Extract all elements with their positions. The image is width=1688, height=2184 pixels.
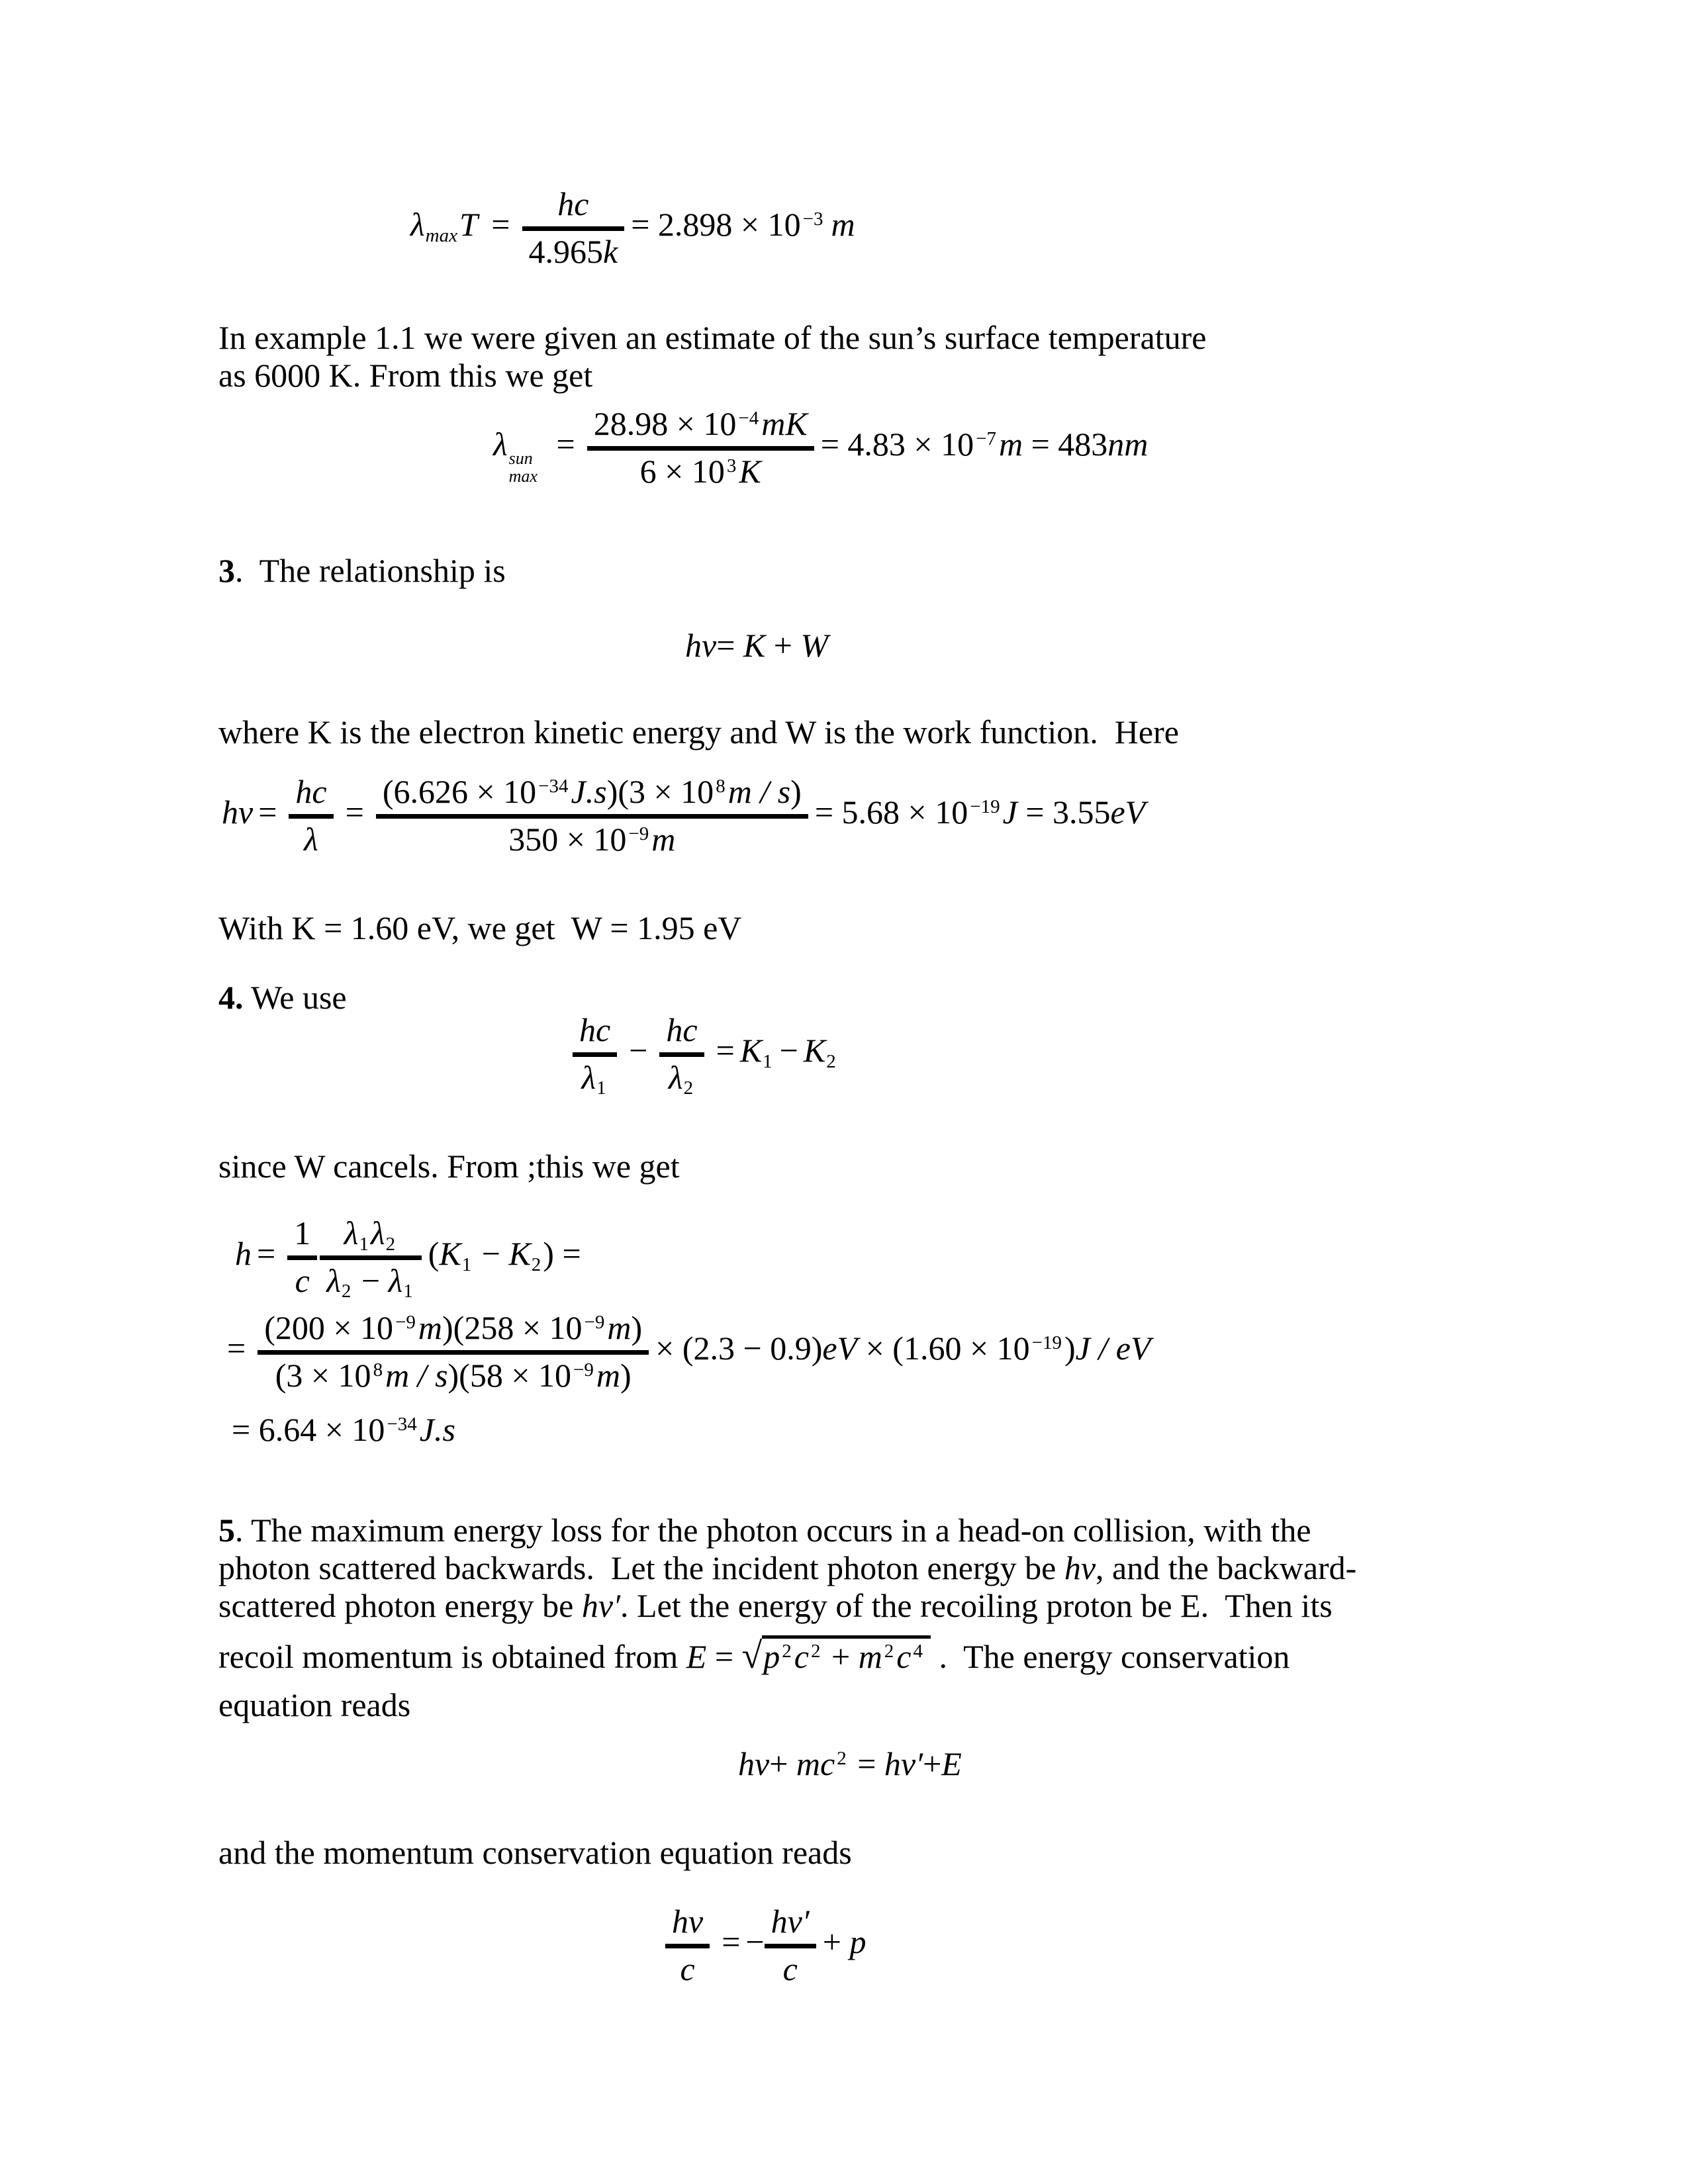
math-token: =: [227, 1329, 246, 1367]
math-token: J.s: [419, 1411, 455, 1448]
denominator: [573, 1052, 617, 1097]
math-token: J / eV: [1075, 1329, 1151, 1367]
math-token: E: [941, 1745, 962, 1782]
math-token: =: [706, 1638, 742, 1675]
fraction: [659, 1011, 704, 1097]
denominator: [659, 1052, 704, 1097]
superscript: −19: [1031, 1332, 1062, 1354]
photon-energy-calculation-equation: [222, 773, 1145, 858]
example-temperature-paragraph: [218, 319, 1206, 394]
wavelength-difference-equation: [566, 1011, 838, 1097]
math-token: 4.965: [528, 232, 603, 270]
math-token: λ: [388, 1261, 403, 1299]
math-token: (3 × 10: [275, 1356, 371, 1394]
sup-sub-stack: [509, 449, 538, 486]
superscript: −7: [976, 428, 996, 450]
planck-constant-expression-equation: [235, 1214, 581, 1300]
math-token: h: [235, 1234, 252, 1272]
wien-displacement-equation: [410, 185, 855, 271]
text-line: [218, 1686, 1356, 1724]
fraction: [665, 1903, 710, 1988]
subscript: 1: [403, 1281, 413, 1302]
math-token: (6.626 × 10: [382, 773, 537, 810]
fraction: [522, 185, 625, 271]
superscript: 8: [716, 776, 726, 797]
math-token: hν: [685, 627, 717, 664]
math-token: p: [849, 1923, 867, 1960]
w-cancels-line: [218, 1147, 680, 1185]
denominator: λ: [289, 814, 333, 859]
fraction: [320, 1214, 422, 1300]
problem-4-heading: [218, 978, 347, 1017]
problem-3-heading: [218, 551, 506, 590]
math-token: λ: [410, 205, 425, 243]
denominator: [522, 226, 625, 271]
math-token: m: [651, 820, 676, 858]
superscript: −3: [802, 208, 823, 230]
radical-sign: √: [741, 1635, 763, 1676]
math-token: λ: [581, 1058, 596, 1096]
denominator: [587, 446, 814, 491]
math-token: =: [716, 1031, 735, 1069]
superscript: 8: [373, 1359, 383, 1381]
work-function-explanation: [218, 713, 1179, 751]
math-token: = 483: [1031, 425, 1108, 463]
numerator: 1: [294, 1214, 311, 1251]
math-token: λ: [326, 1261, 341, 1299]
math-token: λ: [370, 1214, 385, 1251]
fraction: [287, 1214, 317, 1300]
problem-number: 4.: [218, 979, 244, 1016]
superscript: −34: [538, 776, 569, 797]
math-token: J.s: [571, 773, 607, 810]
math-token: T: [459, 205, 478, 243]
superscript: −9: [584, 1312, 605, 1334]
text-run: and the momentum conservation equation reads: [218, 1834, 852, 1871]
text-line: In example 1.1 we were given an estimate of the sun’s surface temperature: [218, 319, 1207, 356]
subscript: 2: [826, 1050, 836, 1072]
math-token: K: [439, 1234, 461, 1272]
math-token: −: [745, 1923, 765, 1960]
problem-number: 5: [218, 1512, 235, 1549]
math-token: )(258 × 10: [442, 1309, 583, 1346]
text-line: [218, 1635, 1356, 1676]
superscript: 2: [782, 1641, 792, 1662]
math-token: =: [849, 1745, 884, 1782]
text-line: where K is the electron kinetic energy and W is the work function. Here: [218, 713, 1179, 751]
math-token: ): [790, 773, 802, 810]
math-token: m: [607, 1309, 632, 1346]
math-token: p: [763, 1638, 780, 1675]
text-run: , and the backward-: [1096, 1549, 1357, 1586]
superscript: sun: [508, 448, 533, 468]
numerator: hc: [579, 1011, 611, 1048]
math-token: × (1.60 × 10: [865, 1329, 1030, 1367]
superscript: −9: [628, 823, 649, 844]
math-token: K: [508, 1234, 531, 1272]
numerator: [376, 773, 808, 814]
denominator: c: [665, 1944, 710, 1989]
math-token: c: [896, 1638, 912, 1675]
math-token: =: [345, 793, 364, 831]
superscript: 2: [837, 1748, 847, 1770]
text-run: . The relationship is: [235, 552, 506, 589]
subscript: 1: [596, 1077, 606, 1099]
text-run: scattered photon energy be: [218, 1587, 582, 1624]
numerator: hν: [672, 1903, 704, 1940]
math-token: hν: [738, 1745, 770, 1782]
math-token: =: [556, 425, 575, 463]
math-token: m / s: [385, 1356, 448, 1394]
numerator: hν′: [771, 1903, 810, 1940]
math-token: × (2.3 − 0.9): [655, 1329, 823, 1367]
numerator: [320, 1214, 422, 1255]
text-line: as 6000 K. From this we get: [218, 357, 593, 394]
math-token: λ: [493, 425, 508, 463]
math-token: m: [998, 425, 1023, 463]
math-token: +: [923, 1745, 942, 1782]
sun-peak-wavelength-equation: [493, 405, 1148, 490]
math-token: 6 × 10: [639, 452, 725, 490]
math-token: λ: [344, 1214, 359, 1251]
math-token: =: [258, 793, 277, 831]
math-token: m / s: [727, 773, 791, 810]
math-token: =: [257, 1234, 276, 1272]
subscript: 1: [763, 1050, 773, 1072]
math-token: =: [491, 205, 510, 243]
subscript: 2: [341, 1281, 352, 1302]
denominator: c: [287, 1255, 317, 1300]
math-token: E: [686, 1638, 707, 1675]
math-token: eV: [822, 1329, 858, 1367]
fraction: [376, 773, 808, 858]
subscript: 1: [359, 1233, 369, 1255]
math-token: K: [803, 1031, 826, 1069]
numerator: [258, 1309, 649, 1350]
math-token: = 2.898 × 10: [631, 205, 801, 243]
denominator: c: [765, 1944, 816, 1989]
math-token: = 5.68 × 10: [814, 793, 968, 831]
math-token: )(3 × 10: [606, 773, 714, 810]
superscript: 2: [810, 1641, 821, 1662]
math-token: +: [765, 627, 801, 664]
math-token: nm: [1107, 425, 1149, 463]
fraction: [587, 405, 814, 490]
numerator: hc: [295, 773, 327, 810]
math-token: hν: [1064, 1549, 1096, 1586]
superscript: 3: [726, 455, 737, 477]
planck-constant-numeric-equation: [222, 1309, 1150, 1394]
math-token: +: [823, 1638, 859, 1675]
math-token: m: [596, 1356, 620, 1394]
text-run: We use: [243, 979, 347, 1016]
math-token: = 6.64 × 10: [232, 1411, 385, 1448]
superscript: −34: [387, 1414, 417, 1435]
math-token: eV: [1110, 793, 1146, 831]
sqrt-radicand: [762, 1635, 931, 1675]
fraction: [289, 773, 333, 858]
subscript: 1: [461, 1253, 472, 1275]
math-token: (200 × 10: [264, 1309, 394, 1346]
text-line: [218, 1512, 1356, 1549]
text-run: recoil momentum is obtained from: [218, 1638, 686, 1675]
math-token: hν′: [884, 1745, 923, 1782]
fraction: [765, 1903, 816, 1988]
math-token: =: [722, 1923, 741, 1960]
superscript: 2: [884, 1641, 894, 1662]
numerator: hc: [557, 185, 589, 222]
numerator: hc: [666, 1011, 698, 1048]
superscript: −19: [970, 796, 1000, 818]
math-token: ) =: [543, 1234, 581, 1272]
math-token: W: [800, 627, 829, 664]
math-token: (: [428, 1234, 440, 1272]
math-token: −: [353, 1261, 389, 1299]
denominator: [258, 1350, 649, 1395]
momentum-conservation-equation: [659, 1903, 866, 1988]
problem-5-paragraph: [218, 1512, 1356, 1724]
numerator: [587, 405, 814, 446]
math-token: −: [629, 1031, 648, 1069]
energy-conservation-equation: [738, 1744, 962, 1784]
math-token: λ: [668, 1058, 683, 1096]
superscript: −9: [573, 1359, 594, 1381]
math-token: ): [1064, 1329, 1076, 1367]
text-run: equation reads: [218, 1686, 411, 1723]
superscript: −4: [738, 408, 759, 430]
math-token: k: [603, 232, 618, 270]
fraction: [258, 1309, 649, 1394]
superscript: 4: [913, 1641, 923, 1662]
math-token: m: [418, 1309, 443, 1346]
math-token: K: [739, 1031, 763, 1069]
math-token: −: [473, 1234, 509, 1272]
text-run: photon scattered backwards. Let the incident photon energy be: [218, 1549, 1064, 1586]
text-run: . The maximum energy loss for the photon occurs in a head-on collision, with the: [235, 1512, 1311, 1549]
math-token: m: [831, 205, 855, 243]
math-token: 28.98 × 10: [593, 405, 737, 442]
math-token: =: [716, 627, 743, 664]
planck-constant-result-equation: [232, 1410, 455, 1449]
problem-number: 3: [218, 552, 235, 589]
text-line: [218, 1587, 1356, 1625]
math-token: hν′: [581, 1587, 621, 1624]
work-function-result-line: [218, 909, 741, 947]
text-run: since W cancels. From ;this we get: [218, 1148, 680, 1185]
math-token: K: [743, 627, 766, 664]
subscript: 2: [683, 1077, 694, 1099]
text-run: . The energy conservation: [931, 1638, 1290, 1675]
fraction: [573, 1011, 617, 1097]
math-token: c: [794, 1638, 809, 1675]
math-token: mc: [796, 1745, 835, 1782]
math-token: K: [739, 452, 761, 490]
text-run: With K = 1.60 eV, we get W = 1.95 eV: [218, 909, 742, 946]
denominator: [376, 814, 808, 859]
math-token: hν: [222, 793, 254, 831]
math-token: ): [631, 1309, 643, 1346]
denominator: [320, 1255, 422, 1300]
math-token: )(58 × 10: [447, 1356, 572, 1394]
math-token: +: [822, 1923, 850, 1960]
subscript: 2: [385, 1233, 396, 1255]
math-token: −: [779, 1031, 798, 1069]
math-token: 350 × 10: [508, 820, 627, 858]
subscript: max: [425, 224, 457, 246]
math-token: mK: [761, 405, 808, 442]
math-token: = 3.55: [1025, 793, 1111, 831]
subscript: 2: [531, 1253, 541, 1275]
math-token: J: [1002, 793, 1017, 831]
text-run: . Let the energy of the recoiling proton be E. Then its: [620, 1587, 1333, 1624]
math-token: ): [620, 1356, 632, 1394]
math-token: m: [858, 1638, 882, 1675]
math-token: +: [769, 1745, 796, 1782]
photoelectric-relation-equation: [685, 625, 828, 665]
superscript: −9: [395, 1312, 416, 1334]
text-line: [218, 1549, 1356, 1587]
momentum-conservation-intro-line: [218, 1833, 852, 1872]
math-token: = 4.83 × 10: [820, 425, 974, 463]
subscript: max: [508, 467, 538, 486]
